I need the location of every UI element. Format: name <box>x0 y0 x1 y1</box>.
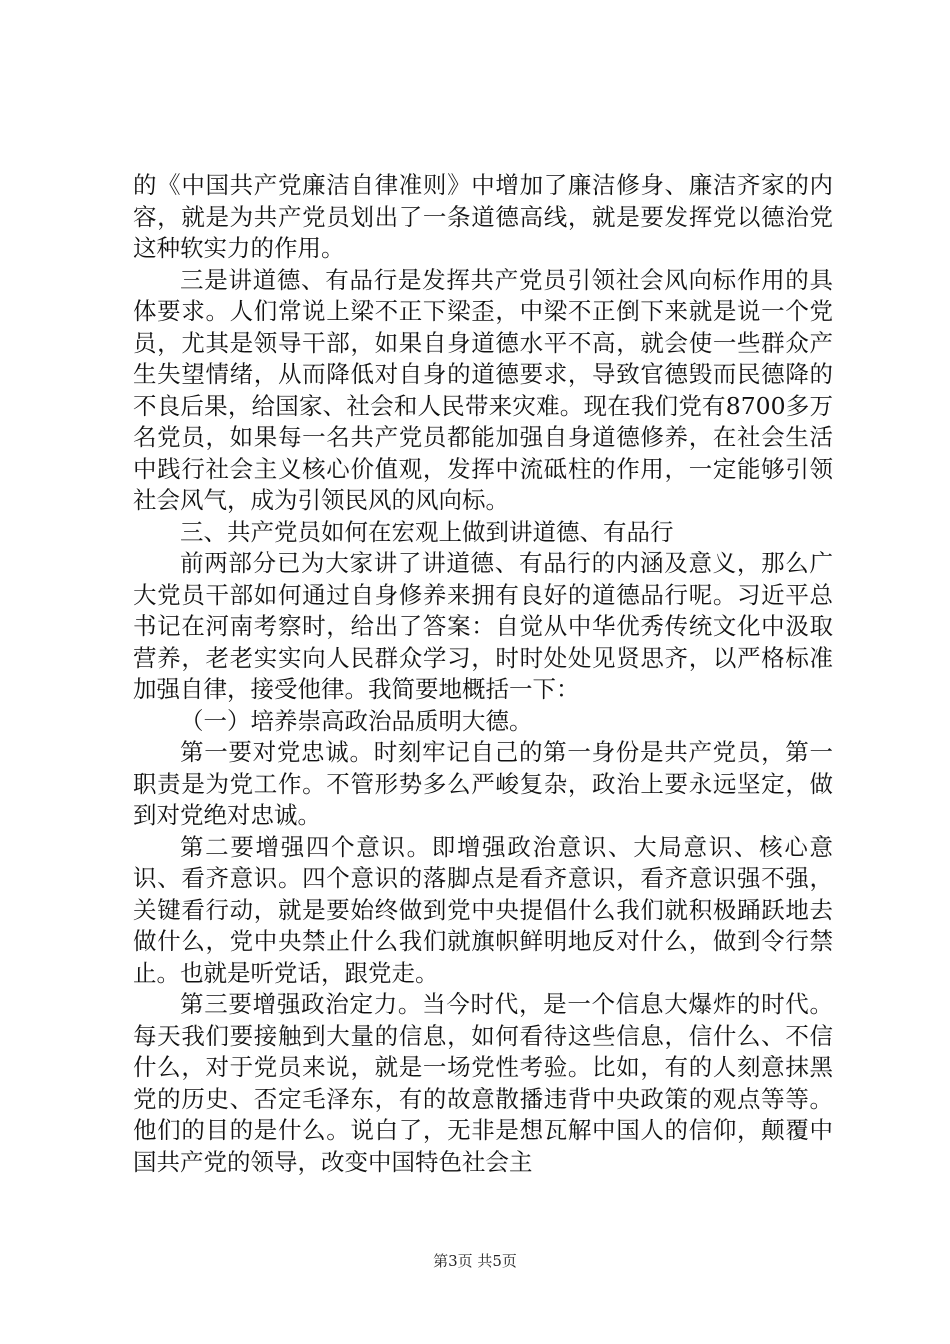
paragraph: 三是讲道德、有品行是发挥共产党员引领社会风向标作用的具体要求。人们常说上梁不正下梁歪，中梁不正倒下来就是说一个党员，尤其是领导干部，如果自身道德水平不高，就会使一些群众产生失望情绪，从而降低对自身的道德要求，导致官德毁而民德降的不良后果，给国家、社会和人民带来灾难。现在我们党有8700多万名党员，如果每一名共产党员都能加强自身道德修养，在社会生活中践行社会主义核心价值观，发挥中流砥柱的作用，一定能够引领社会风气，成为引领民风的风向标。 <box>133 265 833 514</box>
section-heading: 三、共产党员如何在宏观上做到讲道德、有品行 <box>180 517 674 546</box>
paragraph: 第一要对党忠诚。时刻牢记自己的第一身份是共产党员，第一职责是为党工作。不管形势多么严峻复杂，政治上要永远坚定，做到对党绝对忠诚。 <box>133 738 833 829</box>
page-number-footer: 第3页 共5页 <box>433 1252 517 1270</box>
document-body <box>133 170 833 1178</box>
paragraph: 第三要增强政治定力。当今时代，是一个信息大爆炸的时代。每天我们要接触到大量的信息，如何看待这些信息，信什么、不信什么，对于党员来说，就是一场党性考验。比如，有的人刻意抹黑党的历史、否定毛泽东，有的故意散播违背中央政策的观点等等。他们的目的是什么。说白了，无非是想瓦解中国人的信仰，颠覆中国共产党的领导，改变中国特色社会主 <box>133 990 833 1176</box>
subsection-heading: （一）培养崇高政治品质明大德。 <box>180 706 533 735</box>
paragraph: 前两部分已为大家讲了讲道德、有品行的内涵及意义，那么广大党员干部如何通过自身修养来拥有良好的道德品行呢。习近平总书记在河南考察时，给出了答案：自觉从中华优秀传统文化中汲取营养，老老实实向人民群众学习，时时处处见贤思齐，以严格标准加强自律，接受他律。我简要地概括一下： <box>133 549 833 703</box>
paragraph: 的《中国共产党廉洁自律准则》中增加了廉洁修身、廉洁齐家的内容，就是为共产党员划出了一条道德高线，就是要发挥党以德治党这种软实力的作用。 <box>133 171 833 262</box>
paragraph: 第二要增强四个意识。即增强政治意识、大局意识、核心意识、看齐意识。四个意识的落脚点是看齐意识，看齐意识强不强，关键看行动，就是要始终做到党中央提倡什么我们就积极踊跃地去做什么，党中央禁止什么我们就旗帜鲜明地反对什么，做到令行禁止。也就是听党话，跟党走。 <box>133 832 833 987</box>
